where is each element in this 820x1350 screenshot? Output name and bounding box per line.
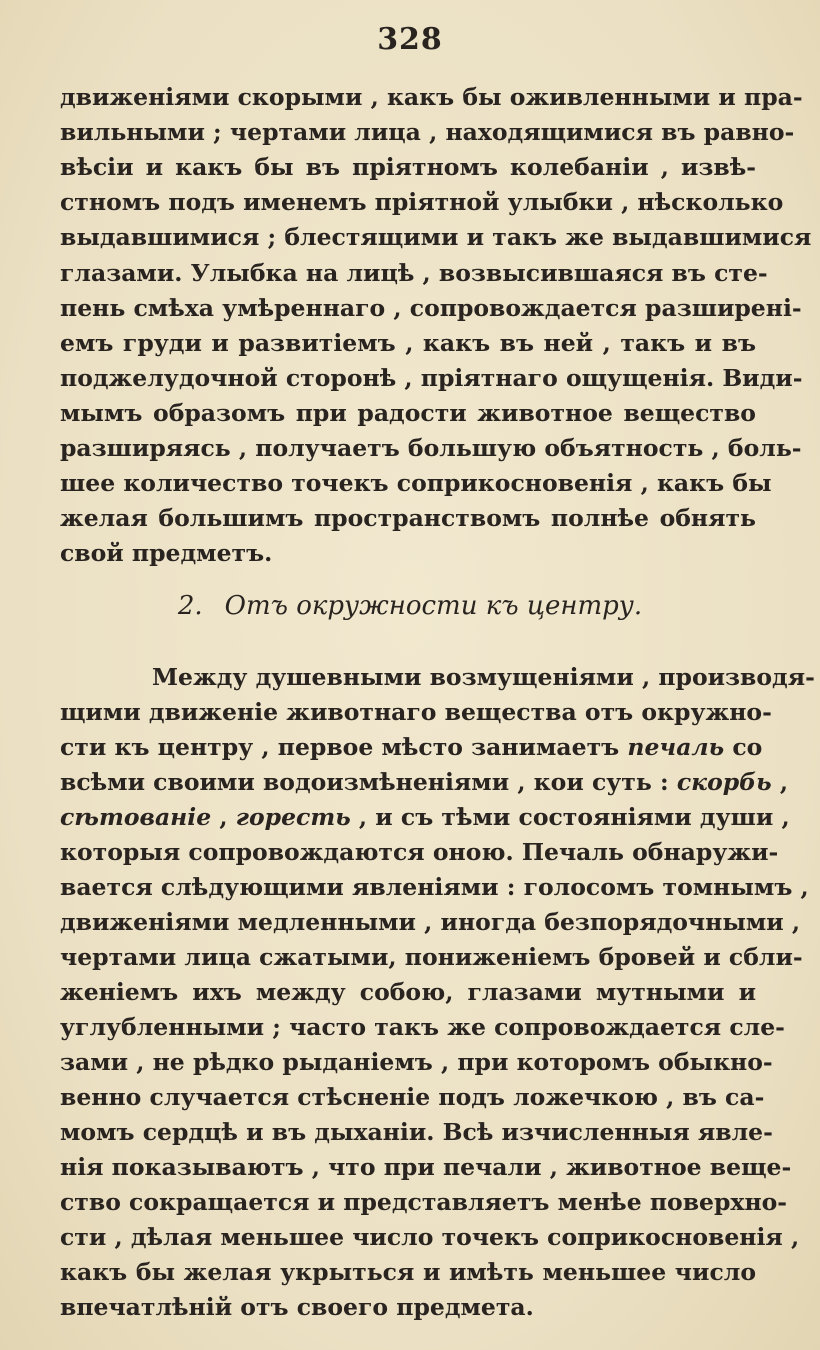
text-line: стномъ подъ именемъ прiятной улыбки , нѣсколько	[60, 188, 784, 216]
text-line: желая большимъ пространствомъ полнѣе обнять	[60, 504, 756, 532]
text-line: венно случается стѣсненiе подъ ложечкою , въ са-	[60, 1083, 765, 1111]
text-line: свой предметъ.	[60, 539, 273, 567]
emphasized-term: горесть	[235, 803, 351, 831]
text-line	[60, 767, 789, 799]
text-line: сти , дѣлая меньшее число точекъ соприкосновенiя ,	[60, 1223, 800, 1251]
text-line: женiемъ ихъ между собою, глазами мутными и	[60, 978, 756, 1006]
text-line: впечатлѣнiй отъ своего предмета.	[60, 1293, 534, 1321]
section-title: Отъ окружности къ центру.	[224, 591, 643, 621]
text-segment: ,	[779, 768, 789, 796]
text-line: нiя показываютъ , что при печали , животное веще-	[60, 1153, 792, 1181]
text-line: момъ сердцѣ и въ дыханiи. Всѣ изчисленныя явле-	[60, 1118, 773, 1146]
text-line: движенiями медленными , иногда безпорядочными ,	[60, 908, 801, 936]
text-line: шее количество точекъ соприкосновенiя , какъ бы	[60, 469, 772, 497]
text-segment: со	[732, 733, 763, 761]
text-segment: , и съ тѣми состоянiями души ,	[358, 803, 790, 831]
text-segment: всѣми своими водоизмѣненiями , кои суть :	[60, 768, 669, 796]
text-line: глазами. Улыбка на лицѣ , возвысившаяся въ сте-	[60, 259, 768, 287]
text-line: которыя сопровождаются оною. Печаль обнаружи-	[60, 838, 779, 866]
text-line: движенiями скорыми , какъ бы оживленными и пра-	[60, 83, 803, 111]
text-line: Между душевными возмущенiями , производя-	[152, 663, 815, 691]
text-line: разширяясь , получаетъ большую объятность , боль-	[60, 434, 802, 462]
emphasized-term: сѣтованiе	[60, 803, 212, 831]
text-line: чертами лица сжатыми, пониженiемъ бровей и сбли-	[60, 943, 803, 971]
text-line: вается слѣдующими явленiями : голосомъ томнымъ ,	[60, 873, 809, 901]
text-line: ство сокращается и представляетъ менѣе поверхно-	[60, 1188, 788, 1216]
text-line: мымъ образомъ при радости животное вещество	[60, 399, 756, 427]
text-line: какъ бы желая укрыться и имѣть меньшее число	[60, 1258, 756, 1286]
page-number: 328	[377, 22, 443, 57]
text-segment: ,	[219, 803, 228, 831]
text-segment: сти къ центру , первое мѣсто занимаетъ	[60, 733, 620, 761]
text-line	[60, 802, 790, 834]
text-line: вильными ; чертами лица , находящимися въ равно-	[60, 118, 795, 146]
text-line: емъ груди и развитiемъ , какъ въ ней , такъ и въ	[60, 329, 756, 357]
section-number: 2.	[177, 591, 203, 621]
text-line: выдавшимися ; блестящими и такъ же выдавшимися	[60, 223, 812, 251]
emphasized-term: скорбь	[676, 768, 772, 796]
text-line: поджелудочной сторонѣ , прiятнаго ощущенiя. Види-	[60, 364, 803, 392]
text-line: зами , не рѣдко рыданiемъ , при которомъ обыкно-	[60, 1048, 773, 1076]
text-line: пень смѣха умѣреннаго , сопровождается разширенi-	[60, 294, 802, 322]
emphasized-term: печаль	[627, 733, 725, 761]
section-heading	[0, 590, 820, 622]
text-line: щими движенiе животнаго вещества отъ окружно-	[60, 698, 772, 726]
text-line	[60, 732, 763, 764]
text-line: вѣсiи и какъ бы въ прiятномъ колебанiи , извѣ-	[60, 153, 756, 181]
text-line: углубленными ; часто такъ же сопровождается сле-	[60, 1013, 785, 1041]
